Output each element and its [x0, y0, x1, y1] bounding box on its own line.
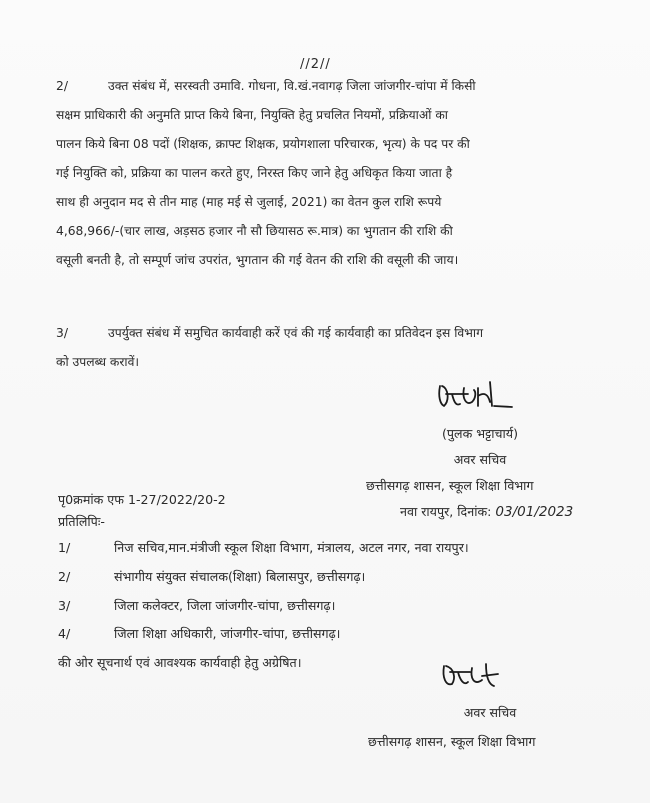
- signatory-1-designation: अवर सचिव: [453, 452, 507, 467]
- cc-recipient: 3/ जिला कलेक्टर, जिला जांजगीर-चांपा, छत्तीसगढ़।: [58, 598, 336, 613]
- forwarding-note: की ओर सूचनार्थ एवं आवश्यक कार्यवाही हेतु अग्रेषित।: [58, 655, 302, 670]
- para-line: पालन किये बिना 08 पदों (शिक्षक, क्राफ्ट शिक्षक, प्रयोगशाला परिचारक, भृत्य) के पद पर की: [56, 137, 470, 151]
- para-line: 3/ उपर्युक्त संबंध में समुचित कार्यवाही करें एवं की गई कार्यवाही का प्रतिवेदन इस विभाग: [56, 319, 616, 348]
- para-number: 3/: [56, 326, 68, 340]
- reference-number: पृ0क्रमांक एफ 1-27/2022/20-2: [58, 492, 226, 507]
- place-date-line: [400, 503, 573, 521]
- para-line: गई नियुक्ति को, प्रक्रिया का पालन करते हुए, निरस्त किए जाने हेतु अधिकृत किया जाता है: [56, 166, 453, 180]
- signatory-1-department: छत्तीसगढ़ शासन, स्कूल शिक्षा विभाग: [366, 478, 534, 493]
- signatory-2-department: छत्तीसगढ़ शासन, स्कूल शिक्षा विभाग: [368, 734, 536, 749]
- para-line: सक्षम प्राधिकारी की अनुमति प्राप्त किये बिना, नियुक्ति हेतु प्रचलित नियमों, प्रक्रियाओं का: [56, 108, 448, 122]
- page-number: //2//: [300, 57, 331, 72]
- place-date-label: नवा रायपुर, दिनांक:: [400, 504, 492, 519]
- copy-to-label: प्रतिलिपिः-: [58, 514, 105, 529]
- cc-recipient: 4/ जिला शिक्षा अधिकारी, जांजगीर-चांपा, छत्तीसगढ़।: [58, 626, 341, 641]
- para-line: 2/ उक्त संबंध में, सरस्वती उमावि. गोधना, वि.खं.नवागढ़ जिला जांजगीर-चांपा में किसी: [56, 72, 616, 101]
- signature-1: [432, 376, 522, 416]
- para-line: 4,68,966/-(चार लाख, अड़सठ हजार नौ सौ छियासठ रू.मात्र) का भुगतान की राशि की: [56, 224, 453, 238]
- para-line: साथ ही अनुदान मद से तीन माह (माह मई से जुलाई, 2021) का वेतन कुल राशि रूपये: [56, 195, 442, 209]
- paragraph-3: [56, 319, 616, 377]
- para-line: को उपलब्ध करावें।: [56, 355, 140, 369]
- signatory-2-designation: अवर सचिव: [463, 705, 517, 720]
- paragraph-2: [56, 72, 616, 275]
- issue-date: 03/01/2023: [495, 504, 574, 520]
- signatory-1-name: (पुलक भट्टाचार्य): [441, 426, 519, 441]
- cc-recipient: 2/ संभागीय संयुक्त संचालक(शिक्षा) बिलासपुर, छत्तीसगढ़।: [58, 569, 366, 584]
- para-number: 2/: [56, 79, 68, 93]
- signature-2: [438, 656, 508, 696]
- para-line: वसूली बनती है, तो सम्पूर्ण जांच उपरांत, भुगतान की गई वेतन की राशि की वसूली की जाय।: [56, 253, 459, 267]
- cc-recipient: 1/ निज सचिव,मान.मंत्रीजी स्कूल शिक्षा विभाग, मंत्रालय, अटल नगर, नवा रायपुर।: [58, 540, 469, 555]
